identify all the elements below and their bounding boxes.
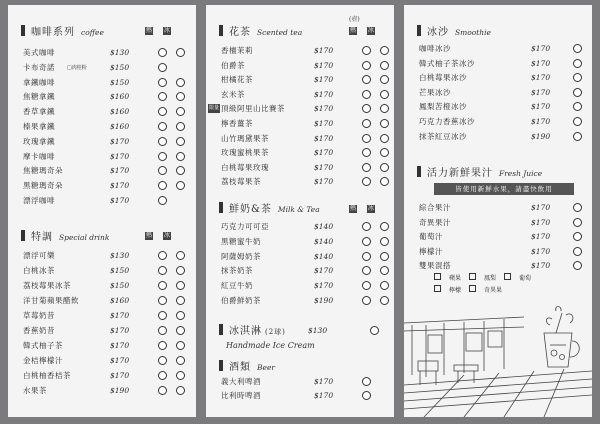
ice-label: 冰 — [164, 27, 171, 34]
item-price: $130 — [110, 251, 130, 260]
menu-item — [23, 165, 193, 177]
hot-label: 熱 — [146, 232, 153, 239]
order-circle[interactable] — [573, 88, 582, 97]
item-name: 荔枝莓果茶 — [221, 177, 261, 187]
item-price: $170 — [110, 151, 130, 161]
menu-item — [23, 47, 193, 59]
order-circle[interactable] — [380, 296, 389, 305]
item-price: $150 — [110, 281, 130, 290]
limited-badge: 限量 — [209, 105, 220, 112]
item-name: 葡萄汁 — [419, 232, 443, 242]
menu-item — [419, 87, 589, 99]
order-circle[interactable] — [573, 73, 582, 82]
menu-item — [23, 370, 193, 382]
order-circle[interactable] — [158, 341, 167, 350]
order-circle[interactable] — [158, 196, 167, 205]
item-name: 雙果混搭 — [419, 261, 451, 271]
menu-item — [221, 176, 391, 188]
menu-item — [419, 131, 589, 143]
coffee-section-title: 咖啡系列 coffee — [21, 25, 104, 39]
order-circle[interactable] — [362, 163, 371, 172]
item-price: $160 — [110, 92, 130, 102]
order-circle[interactable] — [362, 75, 371, 84]
order-circle[interactable] — [158, 371, 167, 380]
menu-item — [221, 60, 391, 72]
item-name: 頂級阿里山比賽茶 — [221, 104, 285, 114]
menu-item — [419, 72, 589, 84]
item-name: 咖啡冰沙 — [419, 44, 451, 53]
item-name: 山竹瑪黛果茶 — [221, 133, 269, 143]
order-circle[interactable] — [573, 261, 582, 270]
order-circle[interactable] — [380, 119, 389, 128]
item-name: 韓式柚子茶冰沙 — [419, 58, 475, 68]
item-note: □肉桂粉 — [67, 64, 87, 71]
fresh-fruit-banner: 皆使用新鮮水果，請盡快飲用 — [434, 183, 574, 195]
order-circle[interactable] — [176, 371, 185, 380]
order-circle[interactable] — [362, 61, 371, 70]
item-name: 義大利啤酒 — [221, 377, 261, 386]
item-price: $170 — [531, 217, 551, 227]
beer-section-title: 酒類 Beer — [219, 360, 275, 374]
menu-item — [221, 280, 391, 292]
order-circle[interactable] — [158, 251, 167, 260]
item-name: 巧克力可可亞 — [221, 222, 269, 231]
hot-label: 熱 — [350, 27, 357, 34]
item-name: 玫瑰拿鐵 — [23, 136, 55, 146]
icecream-section-title: 冰淇淋 (2球) — [219, 324, 286, 338]
order-circle[interactable] — [362, 148, 371, 157]
item-name: 比利時啤酒 — [221, 391, 261, 400]
order-circle[interactable] — [573, 203, 582, 212]
item-name: 卡布奇諾 — [23, 62, 55, 72]
order-circle[interactable] — [380, 237, 389, 246]
order-circle[interactable] — [158, 386, 167, 395]
order-circle[interactable] — [362, 252, 371, 261]
item-name: 草莓奶昔 — [23, 311, 55, 320]
order-circle[interactable] — [573, 218, 582, 227]
menu-item — [23, 62, 193, 74]
smoothie-section-title: 冰沙 Smoothie — [417, 25, 491, 39]
order-circle[interactable] — [573, 247, 582, 256]
order-circle[interactable] — [380, 252, 389, 261]
order-circle[interactable] — [176, 356, 185, 365]
item-name: 伯爵茶 — [221, 60, 245, 70]
menu-item — [23, 151, 193, 163]
icecream-subtitle: Handmade Ice Cream — [226, 341, 315, 350]
order-circle[interactable] — [158, 122, 167, 131]
menu-item — [23, 195, 193, 207]
item-name: 焦糖拿鐵 — [23, 92, 55, 102]
juice-option[interactable]: 葡萄 — [504, 275, 531, 282]
item-name: 焦糖瑪奇朵 — [23, 166, 63, 176]
order-circle[interactable] — [380, 177, 389, 186]
item-price: $170 — [314, 281, 334, 291]
juice-section-title: 活力新鮮果汁 Fresh Juice — [417, 166, 542, 180]
order-circle[interactable] — [380, 90, 389, 99]
item-price: $170 — [314, 162, 334, 172]
menu-item — [23, 385, 193, 397]
tea-section-title: 花茶 Scented tea — [219, 25, 302, 39]
order-circle[interactable] — [176, 296, 185, 305]
order-circle[interactable] — [362, 296, 371, 305]
item-price: $190 — [314, 296, 334, 305]
special-section-title: 特調 Special drink — [21, 230, 109, 244]
order-circle[interactable] — [158, 296, 167, 305]
order-circle[interactable] — [573, 102, 582, 111]
order-circle[interactable] — [176, 266, 185, 275]
menu-panel-smoothie-juice — [404, 5, 592, 417]
item-price: $170 — [531, 87, 551, 97]
item-price: $170 — [110, 371, 130, 380]
order-circle[interactable] — [573, 232, 582, 241]
menu-item — [419, 202, 589, 214]
item-price: $170 — [314, 89, 334, 99]
order-circle[interactable] — [362, 177, 371, 186]
menu-item — [221, 147, 391, 159]
order-circle[interactable] — [380, 75, 389, 84]
menu-item — [23, 355, 193, 367]
item-price: $140 — [314, 236, 334, 246]
item-price: $170 — [531, 73, 551, 83]
order-circle[interactable] — [158, 326, 167, 335]
item-price: $170 — [314, 104, 334, 114]
icecream-price-row — [221, 325, 391, 337]
menu-item — [419, 58, 589, 70]
item-name: 柑橘花茶 — [221, 75, 253, 85]
item-name: 黑糖瑪奇朵 — [23, 181, 63, 191]
menu-item — [23, 340, 193, 352]
order-circle[interactable] — [158, 137, 167, 146]
item-price: $170 — [314, 391, 334, 400]
order-circle[interactable] — [380, 104, 389, 113]
item-name: 水果茶 — [23, 386, 47, 395]
hot-label: 熱 — [146, 27, 153, 34]
item-price: $160 — [110, 122, 130, 131]
item-name: 奇異果汁 — [419, 217, 451, 227]
menu-item — [221, 295, 391, 307]
item-price: $160 — [110, 296, 130, 305]
cafe-illustration — [404, 305, 592, 417]
item-name: 美式咖啡 — [23, 48, 55, 57]
item-name: 綜合果汁 — [419, 203, 451, 212]
item-price: $170 — [110, 196, 130, 205]
menu-item — [221, 376, 391, 388]
item-name: 檸香薑茶 — [221, 119, 253, 128]
order-circle[interactable] — [158, 48, 167, 57]
menu-panel-coffee-special — [8, 5, 196, 417]
order-circle[interactable] — [362, 134, 371, 143]
juice-options-row2 — [434, 285, 510, 296]
order-circle[interactable] — [573, 132, 582, 141]
item-price: $170 — [531, 246, 551, 256]
order-circle[interactable] — [362, 377, 371, 386]
item-price: $140 — [314, 251, 334, 261]
item-name: 阿薩姆奶茶 — [221, 251, 261, 261]
item-price: $160 — [110, 107, 130, 117]
menu-item — [221, 89, 391, 101]
menu-item — [221, 118, 391, 130]
menu-item — [221, 133, 391, 145]
item-price: $170 — [314, 177, 334, 187]
order-circle[interactable] — [176, 311, 185, 320]
order-circle[interactable] — [176, 78, 185, 87]
item-name: 荔枝莓果冰茶 — [23, 281, 71, 290]
item-name: 玄米茶 — [221, 89, 245, 99]
order-circle[interactable] — [362, 119, 371, 128]
order-circle[interactable] — [158, 92, 167, 101]
item-name: 漂浮咖啡 — [23, 196, 55, 205]
order-circle[interactable] — [362, 222, 371, 231]
order-circle[interactable] — [362, 266, 371, 275]
juice-option[interactable]: 蘋果 — [434, 275, 461, 282]
item-name: 金桔檸檬汁 — [23, 356, 63, 365]
item-price: $150 — [110, 62, 130, 72]
item-name: 芒果冰沙 — [419, 87, 451, 97]
order-circle[interactable] — [158, 181, 167, 190]
item-name: 拿鐵咖啡 — [23, 77, 55, 87]
item-price: $170 — [314, 119, 334, 128]
item-name: 玫瑰蜜桃果茶 — [221, 148, 269, 158]
item-name: 白桃莓果冰沙 — [419, 73, 467, 83]
item-price: $170 — [314, 377, 334, 386]
item-name: 香蕉奶昔 — [23, 326, 55, 335]
menu-item — [209, 103, 391, 115]
order-circle[interactable] — [362, 281, 371, 290]
menu-item — [419, 101, 589, 113]
menu-item — [23, 250, 193, 262]
order-circle[interactable] — [380, 222, 389, 231]
menu-item — [221, 265, 391, 277]
item-price: $170 — [531, 203, 551, 212]
menu-item — [419, 231, 589, 243]
menu-item — [23, 325, 193, 337]
milk-section-title: 鮮奶&茶 Milk & Tea — [219, 202, 320, 216]
item-name: 抹茶紅豆冰沙 — [419, 131, 467, 141]
ice-label: 冰 — [164, 232, 171, 239]
order-circle[interactable] — [176, 122, 185, 131]
item-price: $170 — [531, 58, 551, 68]
item-name: 黑糖蜜牛奶 — [221, 236, 261, 246]
menu-item — [23, 280, 193, 292]
menu-item — [221, 390, 391, 402]
item-price: $170 — [110, 326, 130, 335]
juice-option[interactable]: 檸檬 — [434, 287, 461, 294]
menu-item — [221, 236, 391, 248]
hot-label: 熱 — [350, 205, 357, 212]
menu-panel-tea-milk — [206, 5, 394, 417]
item-price: $170 — [531, 102, 551, 112]
item-name: 紅豆牛奶 — [221, 281, 253, 291]
menu-item — [23, 295, 193, 307]
order-circle[interactable] — [362, 104, 371, 113]
menu-item — [221, 221, 391, 233]
item-price: $170 — [314, 60, 334, 70]
item-price: $170 — [531, 232, 551, 242]
item-price: $170 — [110, 311, 130, 320]
order-circle[interactable] — [158, 166, 167, 175]
order-circle[interactable] — [362, 391, 371, 400]
item-name: 摩卡咖啡 — [23, 151, 55, 161]
menu-item — [419, 217, 589, 229]
order-circle[interactable] — [573, 44, 582, 53]
item-price: $170 — [314, 46, 334, 55]
order-circle[interactable] — [380, 163, 389, 172]
order-circle[interactable] — [176, 152, 185, 161]
order-circle[interactable] — [158, 356, 167, 365]
order-circle[interactable] — [176, 92, 185, 101]
item-price: $170 — [314, 148, 334, 158]
item-price: $150 — [110, 77, 130, 87]
item-price: $170 — [314, 133, 334, 143]
item-price: $170 — [531, 117, 551, 126]
order-circle[interactable] — [176, 281, 185, 290]
menu-item — [221, 162, 391, 174]
order-circle[interactable] — [176, 107, 185, 116]
menu-item — [23, 136, 193, 148]
icecream-price: $130 — [308, 326, 328, 335]
item-name: 洋甘菊蘋果醋飲 — [23, 296, 79, 305]
order-circle[interactable] — [380, 46, 389, 55]
order-circle[interactable] — [370, 326, 379, 335]
menu-item — [23, 91, 193, 103]
ice-label: 冰 — [368, 27, 375, 34]
item-price: $170 — [110, 356, 130, 365]
menu-item — [221, 45, 391, 57]
order-circle[interactable] — [176, 137, 185, 146]
order-circle[interactable] — [176, 166, 185, 175]
order-circle[interactable] — [380, 266, 389, 275]
order-circle[interactable] — [380, 148, 389, 157]
item-name: 香草拿鐵 — [23, 107, 55, 117]
item-name: 白桃柚香桔茶 — [23, 371, 71, 380]
item-name: 巧克力香蕉冰沙 — [419, 117, 475, 126]
order-circle[interactable] — [176, 341, 185, 350]
order-circle[interactable] — [176, 48, 185, 57]
menu-item — [23, 121, 193, 133]
item-price: $170 — [110, 181, 130, 191]
order-circle[interactable] — [362, 90, 371, 99]
order-circle[interactable] — [176, 386, 185, 395]
order-circle[interactable] — [158, 78, 167, 87]
item-price: $170 — [531, 261, 551, 271]
item-price: $190 — [110, 386, 130, 395]
item-name: 抹茶奶茶 — [221, 266, 253, 276]
item-price: $190 — [531, 131, 551, 141]
order-circle[interactable] — [573, 59, 582, 68]
order-circle[interactable] — [380, 134, 389, 143]
menu-item — [419, 260, 589, 272]
menu-item — [419, 43, 589, 55]
juice-options-row1 — [434, 273, 539, 284]
menu-item — [221, 251, 391, 263]
order-circle[interactable] — [573, 117, 582, 126]
menu-item — [23, 77, 193, 89]
item-name: 韓式柚子茶 — [23, 341, 63, 350]
item-price: $140 — [314, 222, 334, 231]
order-circle[interactable] — [380, 61, 389, 70]
item-name: 漂浮可樂 — [23, 251, 55, 260]
juice-option[interactable]: 奇異果 — [469, 287, 502, 294]
menu-item — [23, 310, 193, 322]
pot-label: (壺) — [349, 16, 360, 23]
order-circle[interactable] — [158, 266, 167, 275]
order-circle[interactable] — [158, 311, 167, 320]
menu-item — [221, 74, 391, 86]
item-price: $170 — [314, 266, 334, 276]
order-circle[interactable] — [176, 326, 185, 335]
item-price: $170 — [314, 75, 334, 85]
menu-item — [23, 265, 193, 277]
item-name: 白桃冰茶 — [23, 266, 55, 275]
order-circle[interactable] — [362, 46, 371, 55]
item-name: 白桃莓果玫瑰 — [221, 162, 269, 172]
order-circle[interactable] — [158, 152, 167, 161]
item-name: 檸檬汁 — [419, 246, 443, 256]
order-circle[interactable] — [158, 107, 167, 116]
order-circle[interactable] — [158, 63, 167, 72]
item-price: $170 — [110, 136, 130, 146]
order-circle[interactable] — [362, 237, 371, 246]
item-name: 鳳梨苦橙冰沙 — [419, 102, 467, 112]
item-name: 伯爵鮮奶茶 — [221, 296, 261, 305]
menu-item — [419, 246, 589, 258]
item-price: $130 — [110, 48, 130, 57]
juice-option[interactable]: 鳳梨 — [469, 275, 496, 282]
item-price: $170 — [110, 166, 130, 176]
menu-item — [23, 106, 193, 118]
item-price: $170 — [110, 341, 130, 350]
order-circle[interactable] — [158, 281, 167, 290]
ice-label: 冰 — [368, 205, 375, 212]
menu-item — [23, 180, 193, 192]
order-circle[interactable] — [176, 251, 185, 260]
item-name: 榛果拿鐵 — [23, 122, 55, 131]
item-name: 香檀茉莉 — [221, 46, 253, 55]
item-price: $150 — [110, 266, 130, 275]
menu-item — [419, 116, 589, 128]
order-circle[interactable] — [380, 281, 389, 290]
item-price: $170 — [531, 44, 551, 53]
order-circle[interactable] — [176, 181, 185, 190]
